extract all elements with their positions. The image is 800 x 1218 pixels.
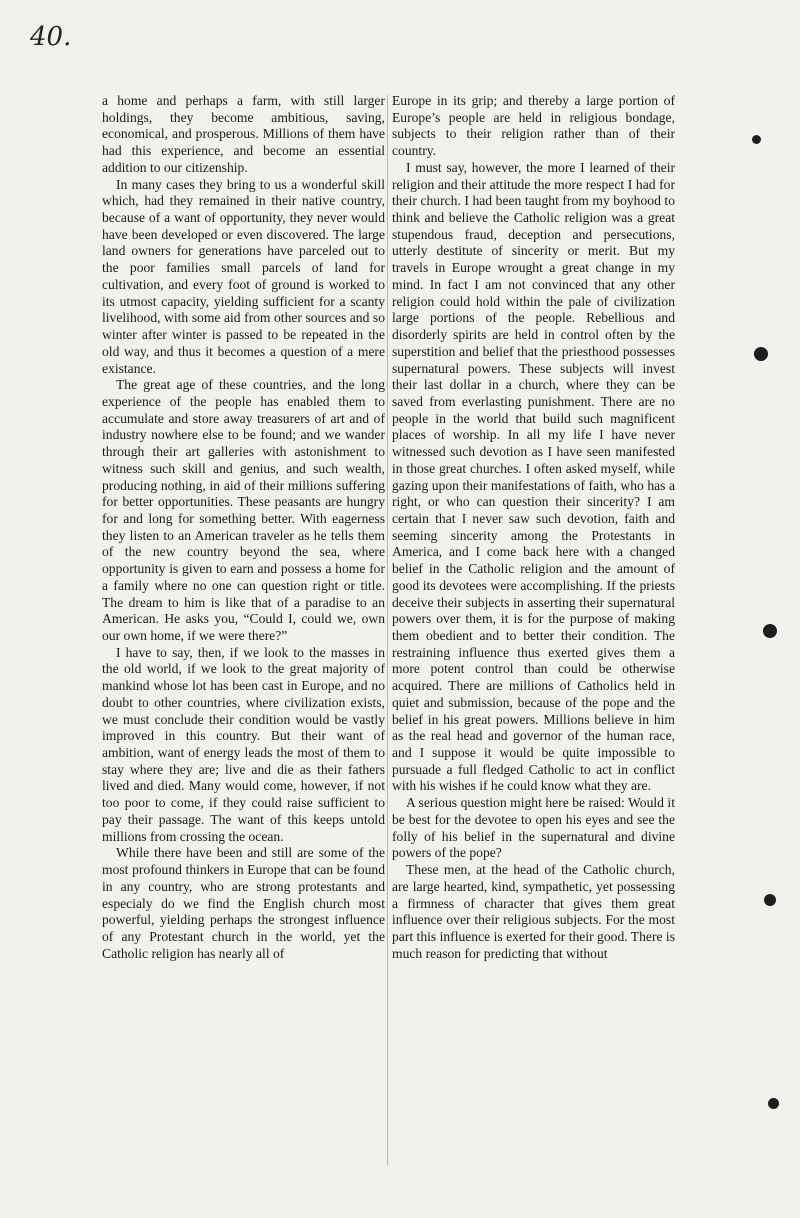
right-column [392, 93, 675, 1173]
binding-hole-mark [754, 347, 768, 361]
paragraph: While there have been and still are some of the most profound thinkers in Europe that can be found in any country, who are strong protestants and especialy do we find the English church most powerful, yielding perhaps the strongest influence of any Protestant church in the world, yet the Catholic religion has nearly all of [102, 845, 385, 961]
paragraph: In many cases they bring to us a wonderful skill which, had they remained in their native country, because of a want of opportunity, they never would have been developed or even discovered. The large land owners for generations have parceled out to the poor families small parcels of land for cultivation, and every foot of ground is worked to its utmost capacity, yielding sufficient for a scanty livelihood, with some aid from other sources and so winter after winter is passed to be repeated in the old way, and thus it becomes a question of a mere existance. [102, 176, 385, 376]
page-number: 40. [30, 22, 72, 52]
paragraph: The great age of these countries, and the long experience of the people has enabled them to accumulate and store away treasurers of art and of industry nowhere else to be found; and we wander through their art galleries with astonishment to witness such skill and genius, and such wealth, producing nothing, in aid of their millions suffering for better opportunities. These peasants are hungry for and long for something better. With eagerness they listen to an American traveler as he tells them of the new country beyond the sea, where opportunity is given to earn and possess a home for a family where no one can question right or title. The dream to him is like that of a paradise to an American. He asks you, “Could I, could we, own our own home, if we were there?” [102, 377, 385, 643]
binding-hole-mark [764, 894, 776, 906]
paragraph: Europe in its grip; and thereby a large portion of Europe’s people are held in religious bondage, subjects to their religion rather than of their country. [392, 93, 675, 159]
paragraph: These men, at the head of the Catholic church, are large hearted, kind, sympathetic, yet possessing a firmness of character that gives them great influence over their religious subjects. For the most part this influence is exerted for their good. There is much reason for predicting that without [392, 862, 675, 961]
paragraph: I must say, however, the more I learned of their religion and their attitude the more respect I had for their church. I had been taught from my boyhood to think and believe the Catholic religion was a great stupendous fraud, deception and persecutions, utterly destitute of sincerity or merit. But my travels in Europe wrought a great change in my mind. In fact I am not convinced that any other religion could hold within the pale of civilization large portions of the people. Rebellious and disorderly spirits are held in control often by the superstition and belief that the priesthood possesses supernatural powers. These subjects will invest their last dollar in a church, where they can be saved from everlasting punishment. There are no people in the world that build such magnificent places of worship. In all my life I have never witnessed such devotion as I have seen manifested in those great churches. I often asked myself, while gazing upon their manifestations of faith, who has a right, or who can question their sincerity? I am certain that I never saw such devotion, faith and seeming sincerity among the Protestants in America, and I come back here with a changed belief in the Catholic religion and the amount of good its devotees were accomplishing. If the priests deceive their subjects in asserting their supernatural powers over them, it is for the purpose of making them obedient and to better their condition. The restraining influence thus exerted gives them a more potent control than could be otherwise acquired. There are millions of Catholics held in quiet and submission, because of the pope and the belief in his great powers. Millions believe in him as the real head and governor of the human race, and I suppose it would be quite impossible to pursuade a full fledged Catholic to act in conflict with his wishes if he could know what they are. [392, 159, 675, 794]
binding-hole-mark [768, 1098, 779, 1109]
column-divider [387, 95, 388, 1165]
binding-hole-mark [752, 135, 761, 144]
paragraph: I have to say, then, if we look to the masses in the old world, if we look to the great majority of mankind whose lot has been cast in Europe, and no doubt to other countries, where civilization exists, we must conclude their condition would be vastly improved in this country. But their want of ambition, want of energy leads the most of them to stay where they are; live and die as their fathers lived and died. Many would come, however, if not too poor to come, if they could raise sufficient to pay their passage. The want of this keeps untold millions from crossing the ocean. [102, 644, 385, 844]
paragraph: a home and perhaps a farm, with still larger holdings, they become ambitious, saving, economical, and prosperous. Millions of them have had this experience, and become an essential addition to our citizenship. [102, 93, 385, 175]
left-column [102, 93, 385, 1173]
binding-hole-mark [763, 624, 777, 638]
paragraph: A serious question might here be raised: Would it be best for the devotee to open his eyes and see the folly of his belief in the supernatural and divine powers of the pope? [392, 795, 675, 861]
